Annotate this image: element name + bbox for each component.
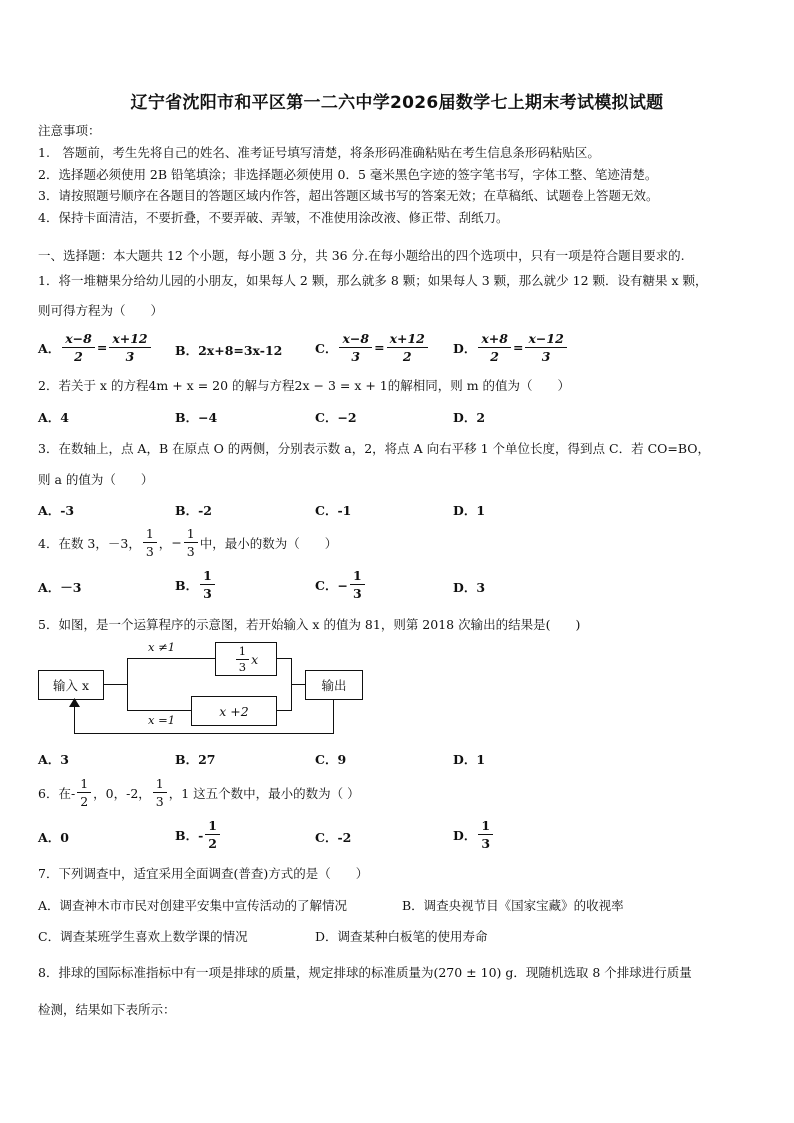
q3-option-c: C．-1 — [315, 503, 352, 518]
notice-item-3: 3．请按照题号顺序在各题目的答题区域内作答，超出答题区域书写的答案无效；在草稿纸、试题卷上答题无效。 — [38, 188, 659, 203]
flow-line — [276, 710, 291, 711]
q1-option-b: B．2x+8=3x-12 — [175, 343, 283, 358]
q1-stem-line1: 1．将一堆糖果分给幼儿园的小朋友，如果每人 2 颗，那么就多 8 颗；如果每人 3 颗，那么就少 12 颗．设有糖果 x 颗， — [38, 273, 708, 288]
notice-item-4: 4．保持卡面清洁，不要折叠，不要弄破、弄皱，不准使用涂改液、修正带、刮纸刀。 — [38, 210, 509, 225]
q5-stem: 5．如图，是一个运算程序的示意图，若开始输入 x 的值为 81，则第 2018 次输出的结果是( ) — [38, 617, 581, 632]
q4-option-c: C．− $\frac{1}{3}$ — [315, 568, 367, 601]
q5-option-b: B．27 — [175, 752, 216, 767]
q2-option-c: C．−2 — [315, 410, 357, 425]
q3-option-b: B．-2 — [175, 503, 212, 518]
q4-stem: 4．在数 3，－3， $\frac{1}{3}$ ， − $\frac{1}{3}$ 中，最小的数为（ ） — [38, 526, 338, 559]
flow-line — [333, 699, 334, 733]
flow-line — [74, 733, 334, 734]
q2-option-b: B．−4 — [175, 410, 218, 425]
flow-cond-bottom: x =1 — [148, 713, 176, 727]
fraction: $\frac{1}{2}$ — [205, 818, 220, 851]
flow-line — [74, 704, 75, 734]
fraction: $\frac{1}{3}$ — [184, 526, 198, 559]
flow-arrowhead-icon — [69, 698, 80, 707]
notice-item-1: 1. 答题前，考生先将自己的姓名、准考证号填写清楚，将条形码准确粘贴在考生信息条形码粘贴区。 — [38, 145, 600, 160]
flow-add-box: x +2 — [191, 696, 277, 726]
flow-output-label: 输出 — [321, 678, 347, 693]
q2-stem: 2．若关于 x 的方程4m + x = 20 的解与方程2x − 3 = x + 1的解相同，则 m 的值为（ ） — [38, 378, 571, 393]
q2-option-d: D．2 — [453, 410, 486, 425]
q7-option-a: A．调查神木市市民对创建平安集中宣传活动的了解情况 — [38, 898, 348, 913]
fraction: $\frac{1}{3}$ — [153, 776, 167, 809]
program-flow-diagram — [30, 636, 370, 736]
q1-stem-line2: 则可得方程为（ ） — [38, 303, 164, 318]
q1-option-d: D． $\frac{x+8}{2}$ = $\frac{x-12}{3}$ — [453, 331, 569, 364]
flow-divide-box: $\frac{1}{3}$ x — [215, 642, 277, 676]
q1-option-c: C． $\frac{x-8}{3}$ = $\frac{x+12}{2}$ — [315, 331, 430, 364]
q6-option-b: B．- $\frac{1}{2}$ — [175, 818, 222, 851]
flow-line — [291, 684, 305, 685]
flow-line — [103, 684, 127, 685]
flow-line — [127, 658, 215, 659]
q2-option-a: A．4 — [38, 410, 69, 425]
fraction: $\frac{1}{3}$ — [236, 645, 249, 674]
fraction: $\frac{1}{2}$ — [77, 776, 91, 809]
q7-option-b: B．调查央视节目《国家宝藏》的收视率 — [402, 898, 624, 913]
flow-line — [127, 658, 128, 710]
fraction: $\frac{x-8}{3}$ — [339, 331, 372, 364]
flow-input-label: 输入 x — [52, 678, 90, 693]
q7-stem: 7．下列调查中，适宜采用全面调查(普查)方式的是（ ） — [38, 866, 369, 881]
fraction: $\frac{x+12}{2}$ — [387, 331, 428, 364]
fraction: $\frac{x+8}{2}$ — [478, 331, 511, 364]
fraction: $\frac{x+12}{3}$ — [109, 331, 150, 364]
q1-option-a: A． $\frac{x-8}{2}$ = $\frac{x+12}{3}$ — [38, 331, 153, 364]
flow-line — [276, 658, 291, 659]
q5-option-d: D．1 — [453, 752, 486, 767]
q7-option-d: D．调查某种白板笔的使用寿命 — [315, 929, 488, 944]
fraction: $\frac{1}{3}$ — [478, 818, 493, 851]
q3-stem-line2: 则 a 的值为（ ） — [38, 472, 154, 487]
q4-option-b: B． $\frac{1}{3}$ — [175, 568, 217, 601]
notice-heading: 注意事项： — [38, 123, 101, 138]
q3-stem-line1: 3．在数轴上，点 A，B 在原点 O 的两侧，分别表示数 a，2，将点 A 向右平移 1 个单位长度，得到点 C．若 CO=BO， — [38, 441, 711, 456]
notice-item-2: 2．选择题必须使用 2B 铅笔填涂；非选择题必须使用 0．5 毫米黑色字迹的签字笔书写，字体工整、笔迹清楚。 — [38, 167, 658, 182]
fraction: $\frac{1}{3}$ — [200, 568, 215, 601]
q6-stem: 6．在- $\frac{1}{2}$ ，0，-2， $\frac{1}{3}$ ，1 这五个数中，最小的数为（ ） — [38, 776, 360, 809]
page-title: 辽宁省沈阳市和平区第一二六中学2026届数学七上期末考试模拟试题 — [130, 93, 664, 113]
q8-stem-line2: 检测，结果如下表所示： — [38, 1002, 176, 1017]
q6-option-c: C．-2 — [315, 830, 352, 845]
fraction: $\frac{1}{3}$ — [350, 568, 365, 601]
q1-option-a-label: A． — [38, 340, 61, 356]
fraction: $\frac{x-8}{2}$ — [62, 331, 95, 364]
q5-option-a: A．3 — [38, 752, 69, 767]
q3-option-a: A．-3 — [38, 503, 75, 518]
flow-cond-top: x ≠1 — [148, 640, 176, 654]
flow-line — [127, 710, 191, 711]
flow-output-box — [305, 670, 363, 700]
q6-option-a: A．0 — [38, 830, 69, 845]
section-heading: 一、选择题：本大题共 12 个小题，每小题 3 分，共 36 分.在每小题给出的四个选项中，只有一项是符合题目要求的. — [38, 248, 685, 263]
q3-option-d: D．1 — [453, 503, 486, 518]
q6-option-d: D． $\frac{1}{3}$ — [453, 818, 495, 851]
q5-option-c: C．9 — [315, 752, 347, 767]
fraction: $\frac{x-12}{3}$ — [525, 331, 566, 364]
q8-stem-line1: 8．排球的国际标准指标中有一项是排球的质量，规定排球的标准质量为(270 ± 10) g．现随机选取 8 个排球进行质量 — [38, 965, 692, 980]
q7-option-c: C．调查某班学生喜欢上数学课的情况 — [38, 929, 248, 944]
fraction: $\frac{1}{3}$ — [143, 526, 157, 559]
q4-option-d: D．3 — [453, 580, 486, 595]
q4-option-a: A．－3 — [38, 580, 82, 595]
flow-input-box — [38, 670, 104, 700]
